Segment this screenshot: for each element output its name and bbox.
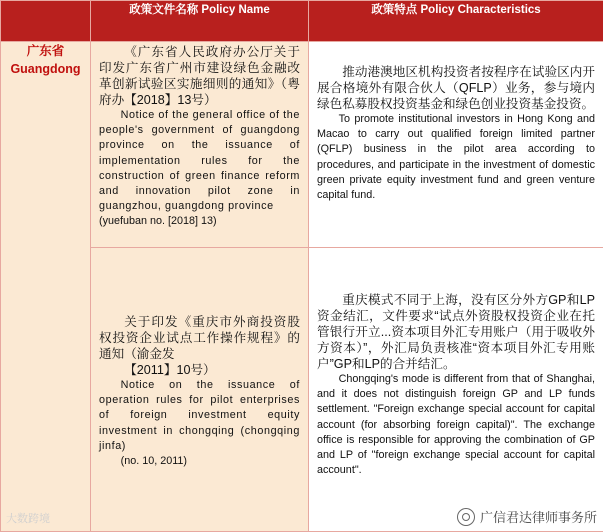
policy-name-cell (91, 42, 309, 248)
policy-name-cn-ref: 【2011】10号） (124, 363, 216, 377)
table-row (1, 42, 603, 248)
watermark-right-text: 广信君达律师事务所 (479, 510, 597, 525)
policy-name-en: Notice on the issuance of operation rules for pilot enterprises of foreign investment equity investment in chongqing (chongqing jinfa) (99, 379, 300, 452)
policy-characteristics-en: Chongqing's mode is different from that of Shanghai, and it does not distinguish foreign GP and LP funds settlement. "Foreign exchange special account for capital account (for absorbing foreign capital)". The exchange office is responsible for approving the combination of GP and LP of "foreign exchange special account for capital account". (317, 373, 595, 477)
policy-name-en-ref: (yuefuban no. [2018] 13) (99, 215, 217, 228)
policy-name-cell (91, 248, 309, 532)
policy-name-cn: 关于印发《重庆市外商投资股权投资企业试点工作操作规程》的通知（渝金发 (99, 315, 300, 361)
policy-characteristics-cn: 重庆模式不同于上海，没有区分外方GP和LP资金结汇，文件要求“试点外资股权投资企业在托管银行开立...资本项目外汇专用账户（用于吸收外方资本）”，外汇局负责核准“资本项目外汇专用账户”GP和LP的合并结汇。 (317, 293, 595, 371)
watermark-left: 大数跨境 (6, 513, 50, 525)
region-name-cn: 广东省 (26, 44, 65, 58)
header-col-policy-name: 政策文件名称 Policy Name (91, 1, 309, 42)
policy-name-en-ref: (no. 10, 2011) (120, 455, 188, 468)
policy-characteristics-en: To promote institutional investors in Hong Kong and Macao to carry out qualified foreign limited partner (QFLP) business in the pilot area according to procedures, and participate in the investment of domestic green private equity investment fund and green venture capital fund. (317, 113, 595, 202)
watermark-right (457, 507, 597, 526)
policy-name-cn: 《广东省人民政府办公厅关于印发广东省广州市建设绿色金融改革创新试验区实施细则的通知》（粤府办【2018】13号） (99, 45, 300, 107)
policy-characteristics-cell (309, 248, 603, 532)
region-cell (1, 42, 91, 532)
header-col-policy-characteristics: 政策特点 Policy Characteristics (309, 1, 603, 42)
table-row (1, 248, 603, 532)
policy-characteristics-cn: 推动港澳地区机构投资者按程序在试验区内开展合格境外有限合伙人（QFLP）业务，参与境内绿色私募股权投资基金和绿色创业投资基金投资。 (317, 65, 595, 111)
wechat-icon (457, 508, 475, 526)
region-name-en: Guangdong (10, 62, 81, 76)
table-header-row (1, 1, 603, 42)
header-col-region (1, 1, 91, 42)
policy-characteristics-cell (309, 42, 603, 248)
policy-name-en: Notice of the general office of the people's government of guangdong province on the issuance of implementation rules for the construction of green finance reform and innovation pilot zone in guangzhou, guangdong province (99, 109, 300, 213)
